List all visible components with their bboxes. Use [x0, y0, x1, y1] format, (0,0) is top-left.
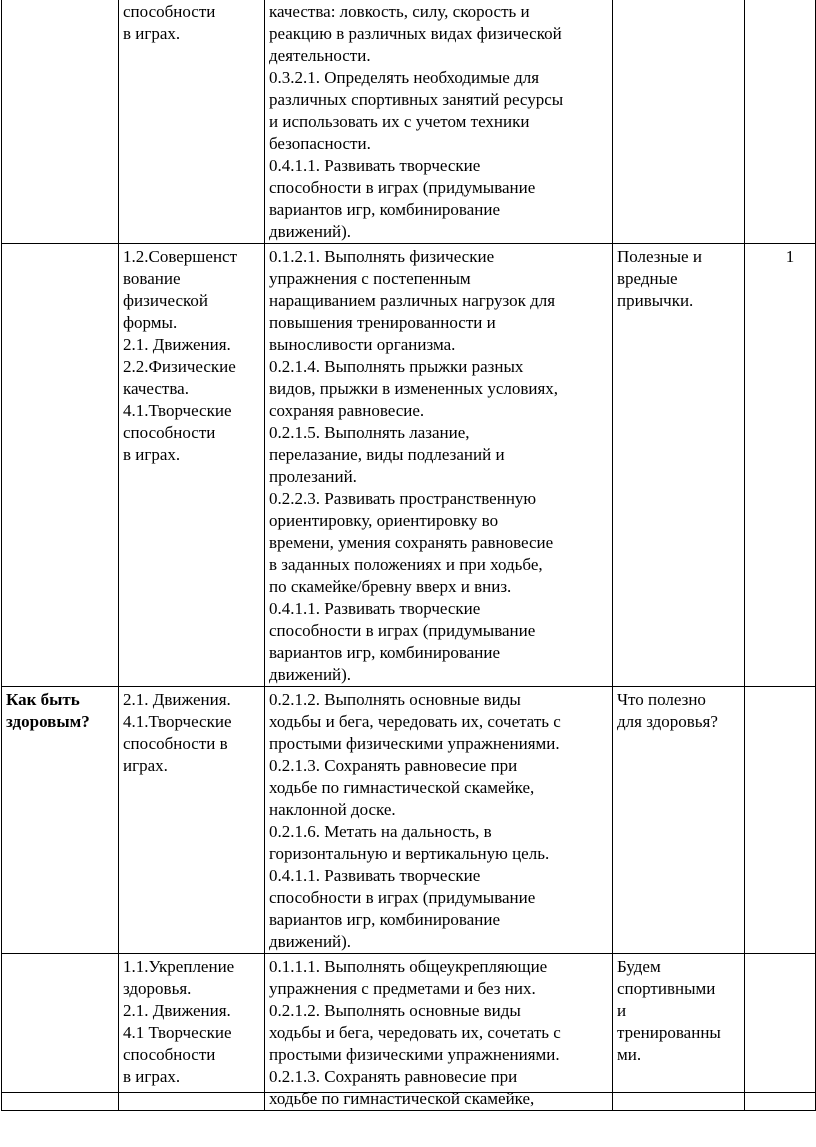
cell-line: 4.1.Творческие	[123, 712, 232, 731]
cell-line: простыми физическими упражнениями.	[269, 1045, 560, 1064]
sections-cell	[119, 687, 265, 954]
page-bottom-rule	[1, 1092, 815, 1093]
cell-line: пролезаний.	[269, 467, 357, 486]
lesson-cell	[613, 954, 745, 1111]
cell-line: формы.	[123, 313, 178, 332]
cell-line: 2.1. Движения.	[123, 1001, 231, 1020]
hours-value: 1	[785, 247, 795, 266]
cell-line: 0.2.1.2. Выполнять основные виды	[269, 1001, 521, 1020]
topic-cell	[2, 687, 119, 954]
cell-line: деятельности.	[269, 46, 371, 65]
cell-line: горизонтальную и вертикальную цель.	[269, 844, 550, 863]
cell-line: способности в играх (придумывание	[269, 621, 536, 640]
cell-line: вариантов игр, комбинирование	[269, 200, 501, 219]
cell-line: способности в	[123, 734, 228, 753]
cell-line: качества: ловкость, силу, скорость и	[269, 2, 530, 21]
cell-line: вование	[123, 269, 181, 288]
cell-line: ходьбе по гимнастической скамейке,	[269, 1089, 535, 1108]
cell-line: ходьбы и бега, чередовать их, сочетать с	[269, 1023, 561, 1042]
cell-line: ходьбы и бега, чередовать их, сочетать с	[269, 712, 561, 731]
curriculum-table	[1, 0, 816, 1111]
cell-line: простыми физическими упражнениями.	[269, 734, 560, 753]
cell-line: Что полезно	[617, 690, 706, 709]
cell-line: 0.4.1.1. Развивать творческие	[269, 156, 481, 175]
cell-line: вредные	[617, 269, 678, 288]
cell-line: видов, прыжки в измененных условиях,	[269, 379, 559, 398]
cell-line: Будем	[617, 957, 661, 976]
cell-line: вариантов игр, комбинирование	[269, 910, 501, 929]
cell-line: 0.4.1.1. Развивать творческие	[269, 866, 481, 885]
cell-line: тренированны	[617, 1023, 721, 1042]
sections-cell	[119, 954, 265, 1111]
table-body	[2, 0, 816, 1111]
cell-line: ходьбе по гимнастической скамейке,	[269, 778, 535, 797]
hours-cell	[745, 0, 816, 244]
sections-cell	[119, 244, 265, 687]
cell-line: 1.2.Совершенст	[123, 247, 238, 266]
cell-line: 0.2.1.3. Сохранять равновесие при	[269, 756, 518, 775]
cell-line: и	[617, 1001, 627, 1020]
cell-line: 4.1.Творческие	[123, 401, 232, 420]
cell-line: 0.2.1.4. Выполнять прыжки разных	[269, 357, 524, 376]
cell-line: Полезные и	[617, 247, 702, 266]
cell-line: способности	[123, 423, 216, 442]
cell-line: по скамейке/бревну вверх и вниз.	[269, 577, 512, 596]
cell-line: 0.2.2.3. Развивать пространственную	[269, 489, 537, 508]
hours-cell	[745, 687, 816, 954]
cell-line: 1.1.Укрепление	[123, 957, 235, 976]
cell-line: способности в играх (придумывание	[269, 888, 536, 907]
cell-line: 0.1.1.1. Выполнять общеукрепляющие	[269, 957, 548, 976]
cell-line: 0.1.2.1. Выполнять физические	[269, 247, 495, 266]
table-row	[2, 954, 816, 1111]
sections-cell	[119, 0, 265, 244]
cell-line: времени, умения сохранять равновесие	[269, 533, 554, 552]
cell-line: наращиванием различных нагрузок для	[269, 291, 556, 310]
cell-line: и использовать их с учетом техники	[269, 112, 530, 131]
cell-line: вариантов игр, комбинирование	[269, 643, 501, 662]
cell-line: физической	[123, 291, 208, 310]
cell-line: здоровым?	[6, 712, 90, 731]
cell-line: 0.3.2.1. Определять необходимые для	[269, 68, 540, 87]
topic-cell	[2, 0, 119, 244]
cell-line: повышения тренированности и	[269, 313, 496, 332]
cell-line: в играх.	[123, 24, 181, 43]
table-row	[2, 0, 816, 244]
cell-line: способности	[123, 2, 216, 21]
cell-line: безопасности.	[269, 134, 371, 153]
cell-line: движений).	[269, 222, 352, 241]
lesson-cell	[613, 687, 745, 954]
cell-line: 0.4.1.1. Развивать творческие	[269, 599, 481, 618]
cell-line: в играх.	[123, 1067, 181, 1086]
cell-line: способности в играх (придумывание	[269, 178, 536, 197]
outcomes-cell	[265, 954, 613, 1111]
cell-line: сохраняя равновесие.	[269, 401, 425, 420]
cell-line: 4.1 Творческие	[123, 1023, 232, 1042]
cell-line: 2.1. Движения.	[123, 335, 231, 354]
cell-line: спортивными	[617, 979, 716, 998]
cell-line: качества.	[123, 379, 189, 398]
cell-line: различных спортивных занятий ресурсы	[269, 90, 564, 109]
topic-cell	[2, 244, 119, 687]
table-row	[2, 687, 816, 954]
cell-line: 0.2.1.2. Выполнять основные виды	[269, 690, 521, 709]
cell-line: в играх.	[123, 445, 181, 464]
outcomes-cell	[265, 244, 613, 687]
cell-line: для здоровья?	[617, 712, 718, 731]
cell-line: играх.	[123, 756, 168, 775]
cell-line: выносливости организма.	[269, 335, 456, 354]
cell-line: ориентировку, ориентировку во	[269, 511, 499, 530]
cell-line: в заданных положениях и при ходьбе,	[269, 555, 543, 574]
table-row	[2, 244, 816, 687]
cell-line: 0.2.1.3. Сохранять равновесие при	[269, 1067, 518, 1086]
cell-line: наклонной доске.	[269, 800, 396, 819]
cell-line: Как быть	[6, 690, 80, 709]
cell-line: 0.2.1.6. Метать на дальность, в	[269, 822, 492, 841]
cell-line: привычки.	[617, 291, 694, 310]
cell-line: здоровья.	[123, 979, 192, 998]
cell-line: движений).	[269, 665, 352, 684]
cell-line: упражнения с постепенным	[269, 269, 471, 288]
outcomes-cell	[265, 687, 613, 954]
cell-line: перелазание, виды подлезаний и	[269, 445, 505, 464]
cell-line: 2.1. Движения.	[123, 690, 231, 709]
lesson-cell	[613, 244, 745, 687]
hours-cell	[745, 954, 816, 1111]
outcomes-cell	[265, 0, 613, 244]
hours-cell	[745, 244, 816, 687]
cell-line: реакцию в различных видах физической	[269, 24, 562, 43]
cell-line: движений).	[269, 932, 352, 951]
cell-line: способности	[123, 1045, 216, 1064]
cell-line: упражнения с предметами и без них.	[269, 979, 536, 998]
cell-line: ми.	[617, 1045, 642, 1064]
cell-line: 2.2.Физические	[123, 357, 236, 376]
topic-cell	[2, 954, 119, 1111]
cell-line: 0.2.1.5. Выполнять лазание,	[269, 423, 470, 442]
lesson-cell	[613, 0, 745, 244]
